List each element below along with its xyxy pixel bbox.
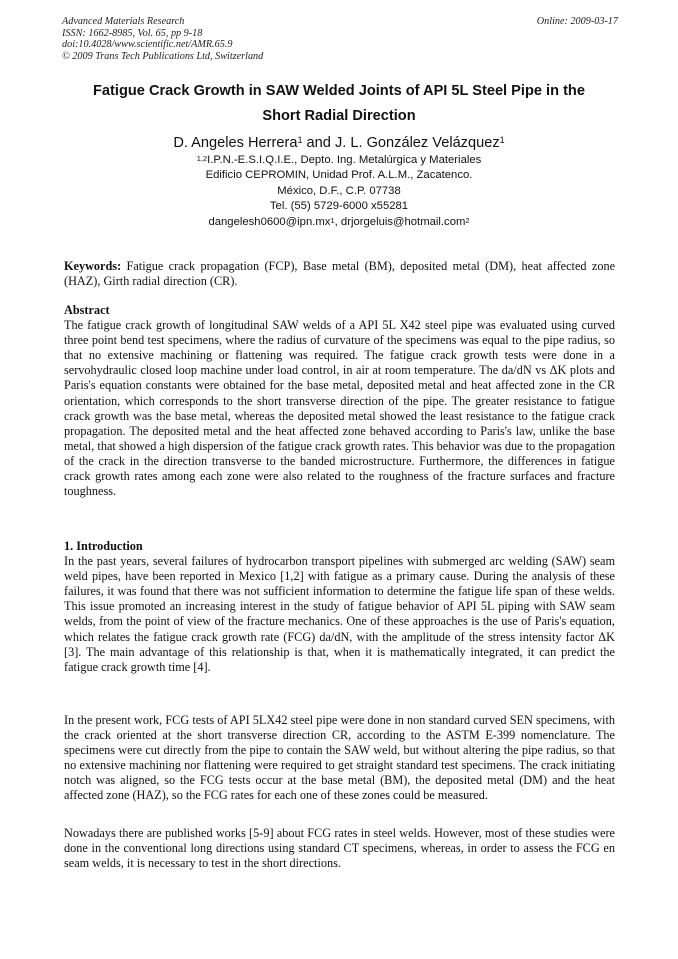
- email-1-mark: 1: [330, 215, 335, 225]
- affiliation-mark: 1,2: [196, 154, 208, 163]
- introduction-section: [64, 539, 615, 675]
- abstract-text: The fatigue crack growth of longitudinal SAW welds of a API 5L X42 steel pipe was evaluated using curved three point bend test specimens, where the radius of curvature of the specimens was equal to the pipe radius, so that no extensive machining or flattening was required. The fatigue crack growth tests were done in a servohydraulic closed loop machine under load control, in air at room temperature. The da/dN vs ΔK plots and Paris's equation constants were obtained for the base metal, deposited metal and heat affected zone in the CR orientation, which corresponds to the short transverse direction of the pipe. The greater resistance to fatigue crack growth was the base metal, whereas the deposited metal showed the least resistance to the fatigue crack propagation. The deposited metal and the heat affected zone behaved according to Paris's law, unlike the base metal, that showed a high dispersion of the fatigue crack growth rates. This behavior was due to the propagation of the crack in the direction transverse to the banded microstructure. Furthermore, the differences in fatigue crack growth rates among each zone were also related to the roughness of the fracture surfaces and fracture toughness.: [64, 318, 615, 499]
- introduction-heading: 1. Introduction: [64, 539, 143, 553]
- title-line-2: Short Radial Direction: [262, 108, 416, 124]
- author-list: [0, 134, 678, 152]
- affiliation-institute: I.P.N.-E.S.I.Q.I.E., Depto. Ing. Metalúrgica y Materiales: [207, 154, 482, 166]
- email-2[interactable]: drjorgeluis@hotmail.com: [340, 215, 466, 228]
- introduction-paragraph-2: In the present work, FCG tests of API 5LX42 steel pipe were done in non standard curved SEN specimens, with the crack oriented at the short transverse direction CR, according to the ASTM E-399 nomenclature. The specimens were cut directly from the pipe to contain the SAW weld, but without altering the pipe radius, so that no extensive machining nor flattening were required to get straight standard test specimens. The crack initiating notch was aligned, so the FCG tests occur at the base metal (BM), the deposited metal (DM) and the heat affected zone (HAZ), so the FCG rates for each one of these zones could be measured.: [64, 713, 615, 803]
- online-date: Online: 2009-03-17: [536, 16, 618, 27]
- journal-name: Advanced Materials Research: [62, 16, 185, 27]
- publication-header: [62, 16, 618, 62]
- copyright-line: © 2009 Trans Tech Publications Ltd, Switzerland: [62, 50, 264, 62]
- abstract-heading: Abstract: [64, 303, 110, 317]
- author-conjunction: and: [302, 135, 335, 151]
- keywords-section: [64, 259, 615, 289]
- abstract-section: [64, 303, 615, 499]
- email-separator: ,: [334, 215, 341, 228]
- keywords-text: Fatigue crack propagation (FCP), Base metal (BM), deposited metal (DM), heat affected zone (HAZ), Girth radial direction (CR).: [64, 259, 615, 289]
- author-2-affil-mark: 1: [499, 135, 505, 145]
- paper-title: [50, 79, 628, 129]
- affiliation-line-1: [0, 153, 678, 168]
- introduction-paragraph-3-block: [64, 826, 615, 871]
- keywords-label: Keywords:: [64, 259, 122, 273]
- author-1-affil-mark: 1: [297, 135, 303, 145]
- affiliation-emails: [0, 215, 678, 230]
- introduction-paragraph-1: In the past years, several failures of hydrocarbon transport pipelines with submerged arc welding (SAW) seam weld pipes, have been reported in Mexico [1,2] with fatigue as a primary cause. During the analysis of these failures, it was found that there was not sufficient information to determine the fatigue life span of these welds. This issue promoted an increasing interest in the study of fatigue behavior of API 5L piping with SAW seam welds, from the point of view of the fracture mechanics. One of these approaches is the use of Paris's equation, which relates the fatigue crack growth rate (FCG) da/dN, with the amplitude of the stress intensity factor ΔK [3]. The main advantage of this relationship is that, when it is mathematically integrated, it can predict the fatigue crack growth time [4].: [64, 554, 615, 674]
- issn-line: ISSN: 1662-8985, Vol. 65, pp 9-18: [62, 27, 203, 39]
- email-1[interactable]: dangelesh0600@ipn.mx: [208, 215, 331, 228]
- affiliation-block: [0, 153, 678, 230]
- author-2: J. L. González Velázquez: [334, 135, 500, 151]
- affiliation-phone: Tel. (55) 5729-6000 x55281: [269, 200, 409, 213]
- email-2-mark: 2: [465, 215, 470, 225]
- affiliation-line-3: México, D.F., C.P. 07738: [277, 184, 401, 197]
- author-1: D. Angeles Herrera: [173, 135, 298, 151]
- introduction-paragraph-2-block: [64, 713, 615, 804]
- introduction-paragraph-3: Nowadays there are published works [5-9] about FCG rates in steel welds. However, most of these studies were done in the conventional long directions using standard CT specimens, whereas, in order to assess the FCG en seam welds, it is necessary to test in the short directions.: [64, 826, 615, 871]
- doi-line: doi:10.4028/www.scientific.net/AMR.65.9: [62, 39, 233, 51]
- title-line-1: Fatigue Crack Growth in SAW Welded Joints of API 5L Steel Pipe in the: [93, 83, 585, 99]
- affiliation-line-2: Edificio CEPROMIN, Unidad Prof. A.L.M., Zacatenco.: [205, 169, 473, 182]
